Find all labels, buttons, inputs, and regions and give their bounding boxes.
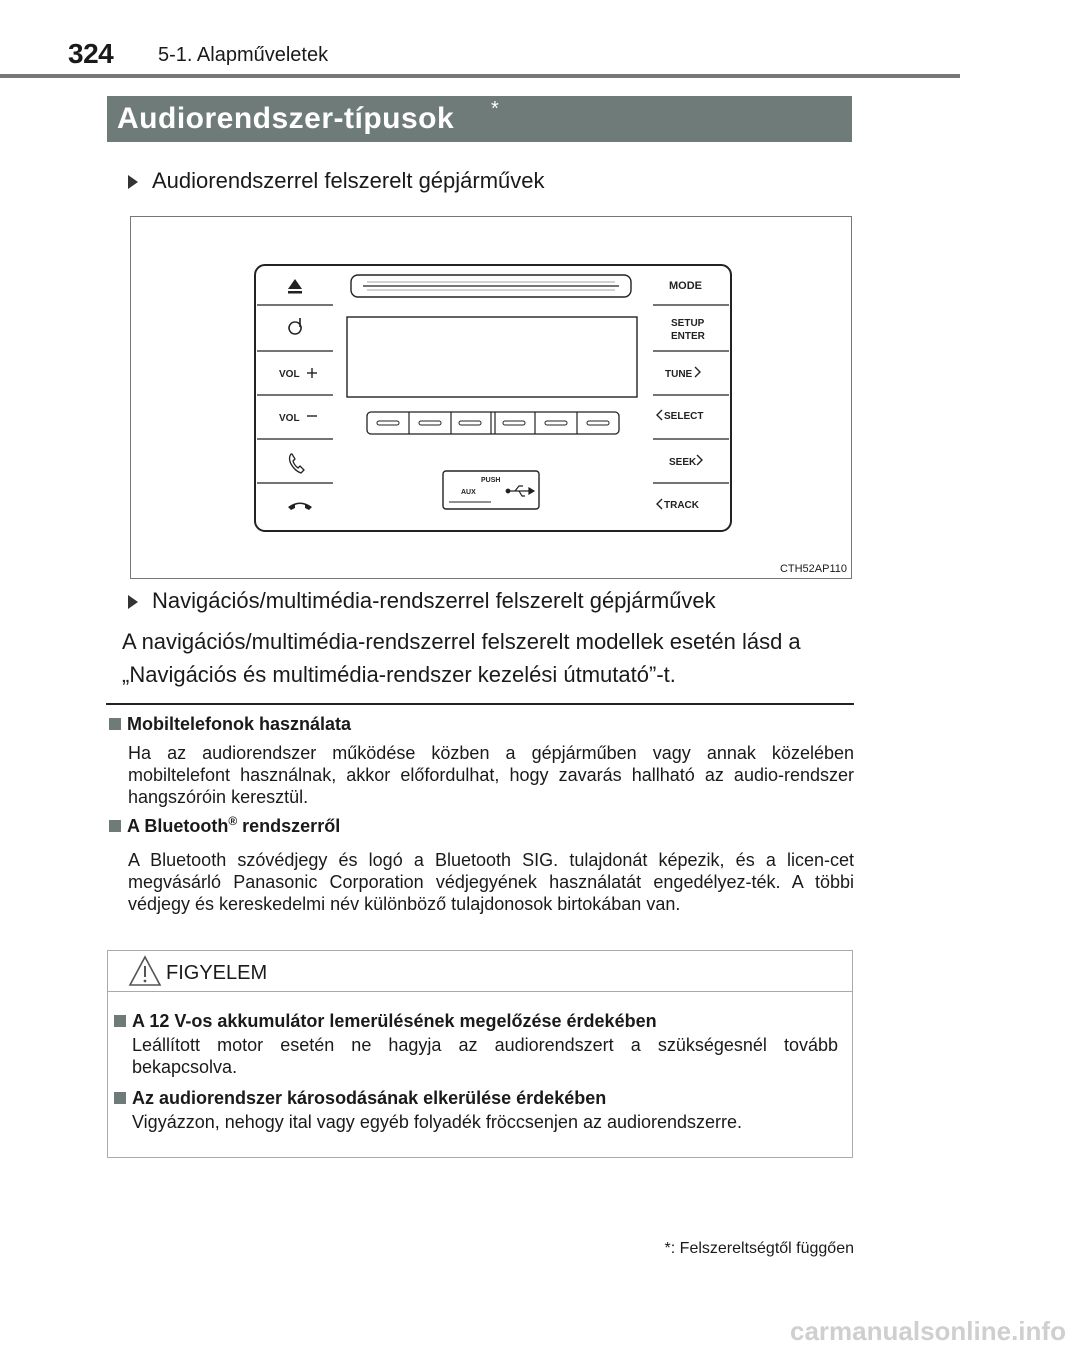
square-bullet-icon: [109, 820, 121, 832]
vol-up-label: VOL: [279, 369, 300, 380]
vol-down-label: VOL: [279, 413, 300, 424]
select-label: SELECT: [664, 411, 704, 422]
navigation-paragraph: A navigációs/multimédia-rendszerrel felszerelt modellek esetén lásd a „Navigációs és multimédia-rendszer kezelési útmutató”-t.: [122, 629, 801, 687]
header-rule: [0, 74, 960, 78]
tune-label: TUNE: [665, 369, 693, 380]
square-bullet-icon: [109, 718, 121, 730]
warning-item-body-battery: Leállított motor esetén ne hagyja az audiorendszert a szükségesnél tovább bekapcsolva.: [132, 1035, 838, 1077]
arrow-bullet-icon: [128, 595, 138, 609]
warning-label: FIGYELEM: [166, 962, 268, 984]
figure-code: CTH52AP110: [779, 563, 847, 575]
setup-label: SETUP: [671, 318, 705, 329]
seek-label: SEEK: [669, 457, 697, 468]
warning-box: [107, 950, 853, 1158]
note-body-bluetooth: A Bluetooth szóvédjegy és logó a Bluetooth SIG. tulajdonát képezik, és a licen-cet megvásárló Panasonic Corporation védjegyének használatát engedélyez-ték. A többi védjegy és kereskedelmi név különböző tulajdonosok birtokában van.: [128, 850, 854, 914]
chapter-title: 5-1. Alapműveletek: [158, 44, 329, 66]
section-title: Audiorendszer-típusok: [117, 102, 455, 135]
enter-label: ENTER: [671, 331, 705, 342]
arrow-bullet-icon: [128, 175, 138, 189]
warning-triangle-icon: [128, 955, 162, 987]
aux-label: AUX: [461, 489, 476, 496]
square-bullet-icon: [114, 1015, 126, 1027]
warning-item-heading-battery: A 12 V-os akkumulátor lemerülésének megelőzése érdekében: [114, 1011, 657, 1032]
square-bullet-icon: [114, 1092, 126, 1104]
warning-item-heading-damage: Az audiorendszer károsodásának elkerülése érdekében: [114, 1088, 606, 1109]
footnote: *: Felszereltségtől függően: [664, 1240, 854, 1257]
note-heading-mobile: Mobiltelefonok használata: [109, 714, 351, 735]
track-label: TRACK: [664, 500, 699, 511]
subheading-audio: Audiorendszerrel felszerelt gépjárművek: [128, 168, 545, 194]
audio-unit-figure: [130, 216, 852, 579]
page-number: 324: [68, 38, 114, 69]
warning-item-body-damage: Vigyázzon, nehogy ital vagy egyéb folyadék fröccsenjen az audiorendszerre.: [132, 1112, 743, 1132]
warning-header: [108, 951, 852, 992]
note-heading-bluetooth: A Bluetooth® rendszerről: [109, 814, 340, 837]
title-star: *: [491, 98, 499, 120]
watermark: carmanualsonline.info: [790, 1316, 1066, 1346]
push-label: PUSH: [481, 477, 501, 484]
section-divider: [106, 703, 854, 705]
audio-unit-illustration: [131, 217, 851, 578]
note-body-mobile: Ha az audiorendszer működése közben a gépjárműben vagy annak közelében mobiltelefont használnak, akkor előfordulhat, hogy zavarás hallható az audio-rendszer hangszóróin keresztül.: [128, 743, 854, 807]
subheading-navigation: Navigációs/multimédia-rendszerrel felszerelt gépjárművek: [128, 588, 716, 614]
mode-label: MODE: [669, 280, 702, 292]
section-title-bar: [107, 96, 852, 142]
